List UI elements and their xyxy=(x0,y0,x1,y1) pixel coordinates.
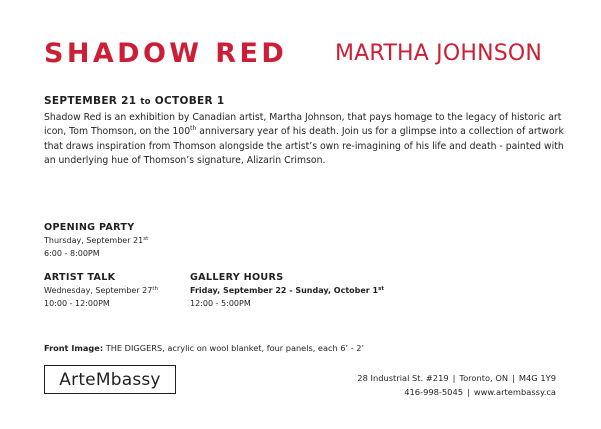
contact-line xyxy=(357,386,556,400)
date-connector: to xyxy=(140,97,151,107)
intro-paragraph xyxy=(44,111,564,169)
front-image-label: Front Image: xyxy=(44,343,104,353)
exhibition-title: SHADOW RED xyxy=(44,38,288,69)
city: Toronto, ON xyxy=(459,373,509,383)
title-row xyxy=(44,38,571,78)
separator: | xyxy=(512,373,515,383)
opening-party-label: OPENING PARTY xyxy=(44,222,135,233)
gallery-hours-dates xyxy=(190,285,384,298)
contact-block xyxy=(357,372,556,399)
gallery-hours-section xyxy=(190,272,384,310)
artist-talk-time: 10:00 - 12:00PM xyxy=(44,298,110,308)
gallery-hours-label: GALLERY HOURS xyxy=(190,272,284,283)
gallery-hours-time: 12:00 - 5:00PM xyxy=(190,298,251,308)
address-line xyxy=(357,372,556,386)
artist-talk-label: ARTIST TALK xyxy=(44,272,116,283)
gallery-hours-dates-text: Friday, September 22 - Sunday, October 1 xyxy=(190,286,379,295)
end-date: OCTOBER 1 xyxy=(154,95,225,107)
artist-talk-date xyxy=(44,285,158,298)
street-address: 28 Industrial St. #219 xyxy=(357,373,449,383)
artist-name: MARTHA JOHNSON xyxy=(335,41,543,66)
start-date: SEPTEMBER 21 xyxy=(44,95,137,107)
opening-party-section xyxy=(44,222,148,260)
artembassy-logo xyxy=(44,365,176,394)
gallery-hours-dates-sup: st xyxy=(378,286,385,292)
artist-talk-date-text: Wednesday, September 27 xyxy=(44,286,153,295)
logo-text: ArteMbassy xyxy=(59,369,161,390)
intro-text-part2: anniversary year of his death. Join us for a glimpse into a collection of artwork that draws inspiration from Thomson alongside the artist’s own re-imagining of his life and death - painted with an underlying hue of Thomson’s signature, Alizarin Crimson. xyxy=(44,126,564,167)
exhibition-dates xyxy=(44,95,224,107)
intro-superscript: th xyxy=(190,125,197,133)
intro-text-part1: Shadow Red is an exhibition by Canadian artist, Martha Johnson, that pays homage to the legacy of historic art icon, Tom Thomson, on the 100 xyxy=(44,112,562,138)
front-image-text: THE DIGGERS, acrylic on wool blanket, four panels, each 6’ - 2’ xyxy=(105,343,365,353)
postal-code: M4G 1Y9 xyxy=(518,373,556,383)
artist-talk-date-sup: th xyxy=(152,286,158,292)
opening-party-date-text: Thursday, September 21 xyxy=(44,236,144,245)
artist-talk-section xyxy=(44,272,158,310)
website-link[interactable]: www.artembassy.ca xyxy=(473,386,556,397)
phone-number: 416-998-5045 xyxy=(404,386,464,397)
opening-party-time: 6:00 - 8:00PM xyxy=(44,248,100,258)
opening-party-date-sup: st xyxy=(143,236,149,242)
separator: | xyxy=(452,373,456,383)
separator: | xyxy=(467,386,470,397)
opening-party-date xyxy=(44,235,148,248)
front-image-credit xyxy=(44,343,364,353)
